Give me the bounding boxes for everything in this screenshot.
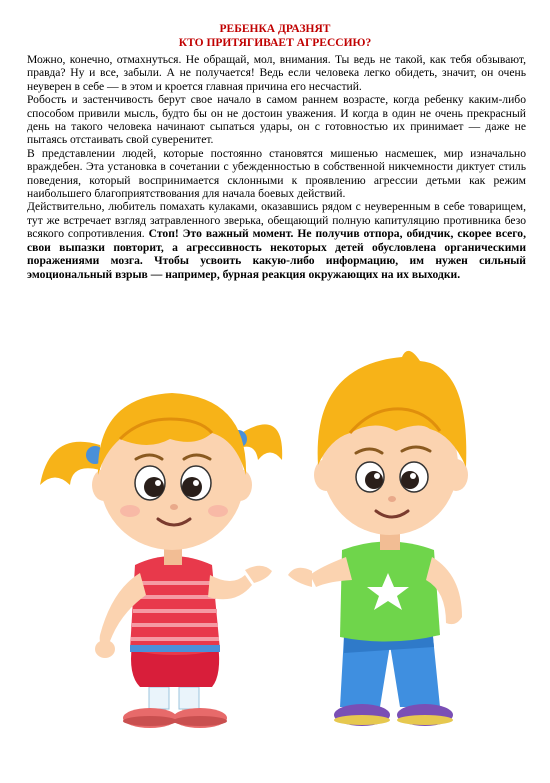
girl-shoe-sole-right xyxy=(173,716,227,726)
girl-sock-right xyxy=(179,687,199,709)
boy-pupil-left xyxy=(365,471,383,489)
girl-sock-left xyxy=(149,687,169,709)
paragraph-1: Можно, конечно, отмахнуться. Не обращай, мол, внимания. Ты ведь не такой, как тебя обзывают, правда? Ну и все, забыли. А не получается! Ведь если человека легко обидеть, значит, он очень неуверен в себе — в этом и кроется главная причина его несчастий. xyxy=(27,53,526,93)
heading-line-2: КТО ПРИТЯГИВАЕТ АГРЕССИЮ? xyxy=(178,37,372,49)
boy-ear-right xyxy=(444,459,468,491)
paragraph-4-bold: Стоп! Это важный момент. Не получив отпора, обидчик, скорее всего, свои выпазки повторит, а агрессивность некоторых детей обусловлена органическими поражениями мозга. Чтобы усвоить какую-либо информацию, им нужен сильный эмоциональный взрыв — например, бурная реакция окружающих на их выходки. xyxy=(27,227,526,281)
girl-pupil-right xyxy=(182,477,202,497)
boy-ear-left xyxy=(314,459,338,491)
girl-ear-right xyxy=(228,469,252,501)
girl-cheek-right xyxy=(208,505,228,517)
boy-shoe-sole-right xyxy=(397,715,453,725)
article-body xyxy=(27,53,526,281)
girl-cheek-left xyxy=(120,505,140,517)
girl-pupil-left xyxy=(144,477,164,497)
cartoon-children-illustration xyxy=(0,335,550,783)
girl-nose xyxy=(170,504,178,510)
girl-shoe-sole-left xyxy=(123,716,177,726)
boy-pupil-right xyxy=(401,471,419,489)
boy-hand-left xyxy=(288,568,312,587)
boy-figure xyxy=(288,351,468,726)
boy-nose xyxy=(388,496,396,502)
girl-arm-right xyxy=(208,575,252,599)
girl-hand-right xyxy=(245,566,272,583)
paragraph-4 xyxy=(27,200,526,280)
paragraph-2: Робость и застенчивость берут свое начало в самом раннем возрасте, когда ребенку каким-либо способом привили мысль, будто бы он не достоин уважения. И когда в один не очень прекрасный день на такого человека начинают сыпаться удары, он с готовностью их принимает — даже не пытаясь отстаивать свой суверенитет. xyxy=(27,93,526,147)
girl-ear-left xyxy=(92,469,116,501)
paragraph-4-text: Действительно, любитель помахать кулаками, оказавшись рядом с неуверенным в себе товарищем, тут же встречает взгляд затравленного зверька, обещающий полную капитуляцию противника безо всякого сопротивления. xyxy=(27,200,526,241)
article-heading xyxy=(0,22,550,50)
girl-belt xyxy=(130,645,220,652)
girl-figure xyxy=(40,393,282,728)
paragraph-3: В представлении людей, которые постоянно становятся мишенью насмешек, мир изначально враждебен. Эта установка в сочетании с убежденностью в собственной никчемности диктует стиль поведения, который воспринимается склонными к проявлению агрессии детьми как режим наибольшего благоприятствования для начала боевых действий. xyxy=(27,146,526,201)
heading-line-1: РЕБЕНКА ДРАЗНЯТ xyxy=(219,23,331,35)
boy-shoe-sole-left xyxy=(334,715,390,725)
girl-hand-left xyxy=(95,640,115,658)
